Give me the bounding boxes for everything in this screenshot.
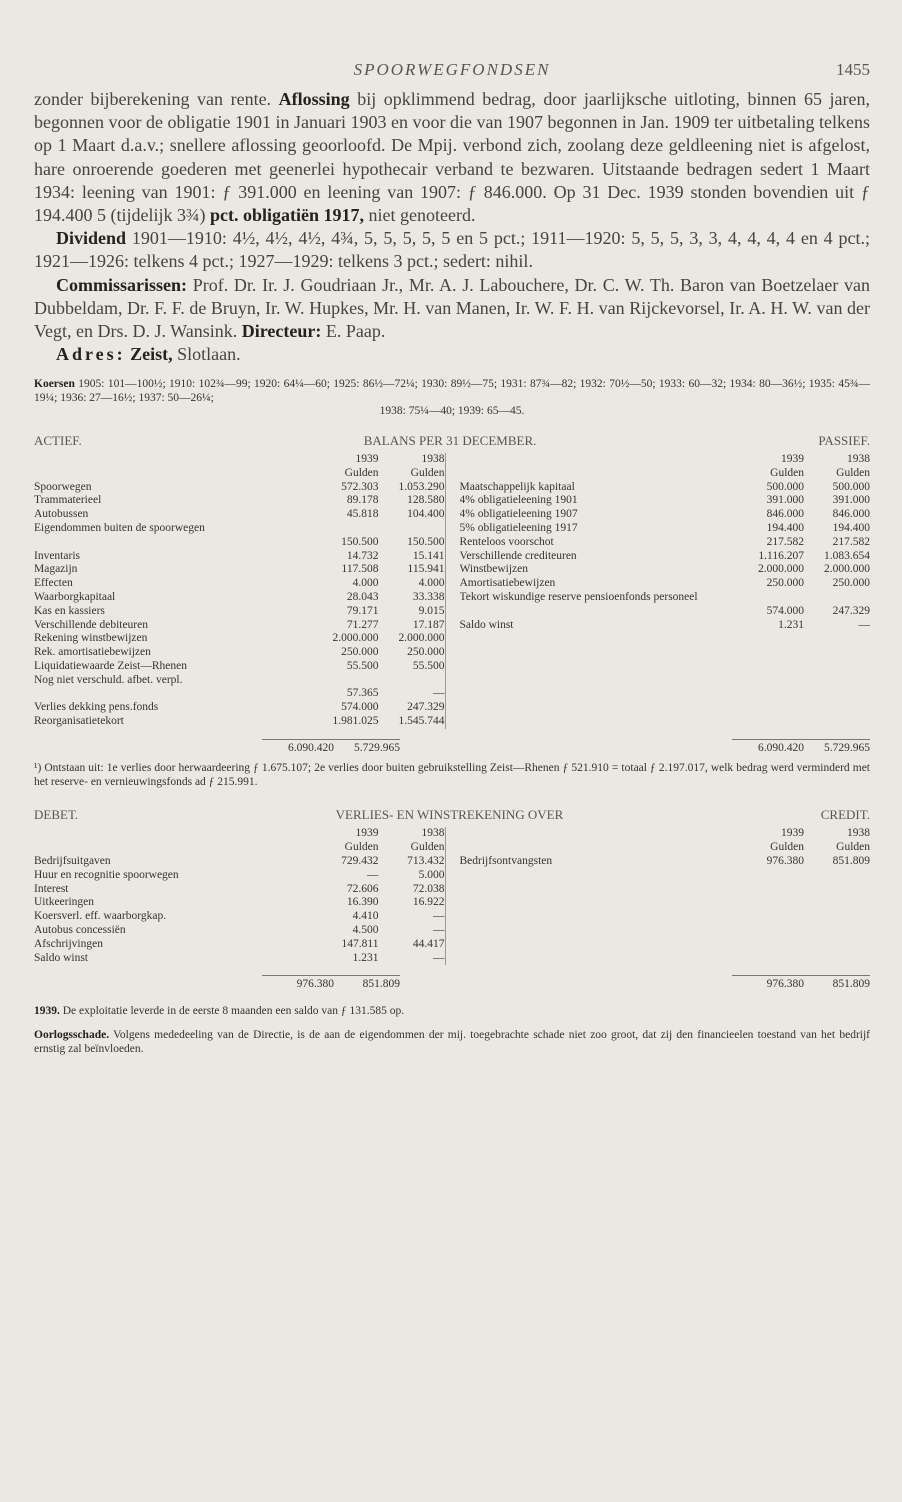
actief-title: ACTIEF.: [34, 432, 82, 448]
table-row: [34, 715, 445, 729]
table-row: [34, 481, 445, 495]
koersen-paragraph: [34, 378, 870, 419]
row-label: 5% obligatieleening 1917: [459, 521, 578, 534]
value-1939: 150.500: [341, 535, 379, 548]
year-header: [34, 453, 445, 467]
body-text: [34, 88, 870, 366]
value-1938: 1.545.744: [398, 715, 445, 728]
unit-header: [460, 841, 871, 855]
row-label: Rek. amortisatiebewijzen: [34, 646, 151, 659]
koersen-line2: 1938: 75¼—40; 1939: 65—45.: [379, 405, 525, 418]
value-1939: 79.171: [346, 604, 379, 617]
unit-label: Gulden: [770, 841, 804, 854]
value-1939: 28.043: [346, 590, 379, 603]
value-1939: 217.582: [766, 535, 804, 548]
value-1938: 15.141: [412, 549, 445, 562]
value-1939: 71.277: [346, 618, 379, 631]
year-1938: 1938: [421, 827, 445, 840]
row-label: Reorganisatietekort: [34, 715, 124, 728]
value-1938: 55.500: [412, 659, 445, 672]
total-1939: 6.090.420: [732, 739, 804, 754]
value-1939: 846.000: [766, 508, 804, 521]
table-row: [34, 591, 445, 605]
value-1939: 147.811: [341, 937, 379, 950]
row-label: Autobussen: [34, 508, 89, 521]
value-1939: 2.000.000: [758, 563, 804, 576]
table-row: [34, 508, 445, 522]
row-label: Verschillende debiteuren: [34, 618, 148, 631]
actief-column: [34, 453, 445, 729]
row-label: Koersverl. eff. waarborgkap.: [34, 910, 167, 923]
value-1939: 500.000: [766, 480, 804, 493]
dividend-text: 1901—1910: 4½, 4½, 4½, 4¾, 5, 5, 5, 5, 5 en 5 pct.; 1911—1920: 5, 5, 5, 3, 3, 4, 4, 4, 4 en 4 pct.; 1921—1926: telkens 4 pct.; 1927—1929: telkens 3 pct.; sedert: nihil.: [34, 228, 870, 272]
commissarissen-paragraph: [34, 274, 870, 344]
row-label: Winstbewijzen: [459, 563, 529, 576]
balans-table: [34, 433, 870, 790]
table-row: [460, 619, 871, 633]
oorlogsschade-heading: Oorlogsschade.: [34, 1029, 110, 1042]
year-1939: 1939: [781, 827, 804, 840]
row-label: Autobus concessiën: [34, 924, 126, 937]
table-row: [34, 701, 445, 715]
value-1939: 574.000: [766, 604, 804, 617]
note-1939-text: De exploitatie leverde in de eerste 8 maanden een saldo van ƒ 131.585 op.: [59, 1005, 405, 1018]
row-label: Huur en recognitie spoorwegen: [34, 868, 179, 881]
table-row: [460, 550, 871, 564]
value-1938: 44.417: [412, 937, 445, 950]
dividend-paragraph: [34, 227, 870, 273]
row-label: Inventaris: [34, 549, 80, 562]
table-row: [34, 855, 445, 869]
table-row: [34, 896, 445, 910]
value-1938: 391.000: [832, 494, 870, 507]
value-1938: —: [433, 951, 445, 964]
row-label: Uitkeeringen: [34, 896, 95, 909]
year-1939: 1939: [355, 827, 379, 840]
value-1938: 247.329: [407, 701, 445, 714]
value-1938: 247.329: [832, 604, 870, 617]
directeur-text: E. Paap.: [321, 321, 386, 342]
value-1939: 1.981.025: [332, 715, 379, 728]
value-1938: 250.000: [832, 577, 870, 590]
value-1939: 117.508: [341, 563, 379, 576]
value-1938: 33.338: [412, 590, 445, 603]
table-row: [34, 563, 445, 577]
value-1938: 150.500: [407, 535, 445, 548]
table-row: [460, 855, 871, 869]
passief-rows: [460, 481, 871, 633]
adres-heading: Adres:: [56, 344, 126, 365]
table-row: [460, 563, 871, 577]
running-title: SPOORWEGFONDSEN: [353, 60, 551, 79]
value-1939: 194.400: [766, 521, 804, 534]
table-row: [460, 577, 871, 591]
value-1939: 4.000: [352, 577, 379, 590]
value-1938: 72.038: [412, 882, 445, 895]
credit-rows: [460, 855, 871, 869]
unit-label: Gulden: [770, 466, 804, 479]
total-1938: 5.729.965: [334, 739, 400, 754]
value-1939: 1.231: [352, 951, 379, 964]
value-1939: 250.000: [766, 577, 804, 590]
directeur-heading: Directeur:: [241, 321, 322, 342]
value-1938: 1.053.290: [398, 480, 445, 493]
row-label: 4% obligatieleening 1901: [459, 494, 578, 507]
row-label: Maatschappelijk kapitaal: [459, 480, 575, 493]
value-1938: 17.187: [412, 618, 445, 631]
table-row: [34, 522, 445, 550]
unit-header: [34, 467, 445, 481]
value-1938: 115.941: [407, 563, 445, 576]
credit-column: [445, 827, 871, 965]
passief-total: [732, 739, 870, 754]
unit-label: Gulden: [836, 841, 870, 854]
balans-grid: [34, 453, 870, 729]
aflossing-heading: Aflossing: [278, 89, 350, 109]
year-1939: 1939: [781, 452, 804, 465]
total-1939: 6.090.420: [262, 739, 334, 754]
text-run: bij opklimmend bedrag, door jaarlijksche uitloting, binnen 65 jaren, begonnen voor de obligatie 1901 in Januari 1903 en voor die van 1907 begonnen in Jan. 1909 ter uitbetaling telkens op 1 Maart d.a.v.; snellere aflossing geoorloofd. De Mpij. verbond zich, zoolang deze geldleening niet is afgelost, hare onroerende goederen met geenerlei hypothecair verband te bezwaren. Uitstaande bedragen sedert 1 Maart 1934: leening van 1901: ƒ 391.000 en leening van 1907: ƒ 846.000. Op 31 Dec. 1939 stonden bovendien uit ƒ 194.400 5 (tijdelijk 3¾): [34, 89, 871, 226]
value-1939: 2.000.000: [332, 632, 379, 645]
year-header: [34, 827, 445, 841]
debet-total: [34, 975, 400, 990]
table-row: [34, 577, 445, 591]
value-1939: 391.000: [766, 494, 804, 507]
oorlogsschade-note: [34, 1028, 870, 1056]
value-1938: 250.000: [407, 646, 445, 659]
row-label: Renteloos voorschot: [459, 535, 554, 548]
value-1938: —: [433, 924, 445, 937]
actief-rows: [34, 481, 445, 729]
commissarissen-heading: Commissarissen:: [56, 274, 187, 295]
year-header: [460, 453, 871, 467]
row-label: Verschillende crediteuren: [459, 549, 577, 562]
row-label: Spoorwegen: [34, 480, 92, 493]
total-1939: 976.380: [732, 975, 804, 990]
unit-label: Gulden: [344, 841, 379, 854]
table-row: [34, 550, 445, 564]
table-row: [34, 674, 445, 702]
row-label: 4% obligatieleening 1907: [459, 508, 578, 521]
value-1939: 45.818: [346, 508, 379, 521]
table-row: [34, 883, 445, 897]
value-1939: 572.303: [341, 480, 379, 493]
value-1938: 104.400: [407, 508, 445, 521]
unit-label: Gulden: [410, 841, 445, 854]
total-1939: 976.380: [262, 975, 334, 990]
value-1938: —: [433, 910, 445, 923]
row-label: Liquidatiewaarde Zeist—Rhenen: [34, 659, 187, 672]
value-1938: 194.400: [832, 521, 870, 534]
row-label: Rekening winstbewijzen: [34, 632, 148, 645]
debet-rows: [34, 855, 445, 965]
value-1939: 57.365: [346, 687, 379, 700]
text-run: niet genoteerd.: [364, 205, 476, 226]
balans-totals: [34, 739, 870, 754]
unit-label: Gulden: [410, 466, 445, 479]
table-row: [34, 494, 445, 508]
value-1938: 128.580: [407, 494, 445, 507]
table-row: [34, 646, 445, 660]
value-1939: 250.000: [341, 646, 379, 659]
table-row: [460, 494, 871, 508]
table-row: [34, 952, 445, 966]
table-row: [34, 924, 445, 938]
row-label: Interest: [34, 882, 69, 895]
value-1938: 217.582: [832, 535, 870, 548]
value-1939: 4.410: [352, 910, 379, 923]
row-label: Trammaterieel: [34, 494, 102, 507]
actief-total: [34, 739, 400, 754]
table-row: [34, 632, 445, 646]
value-1939: 16.390: [346, 896, 379, 909]
wv-totals: [34, 975, 870, 990]
oorlogsschade-text: Volgens mededeeling van de Directie, is de aan de eigendommen der mij. toegebrachte schade niet zoo groot, dat zij den financieelen toestand van het bedrijf ernstig zal beïnvloeden.: [34, 1029, 870, 1056]
table-row: [34, 869, 445, 883]
table-row: [34, 660, 445, 674]
balans-header: [34, 433, 870, 449]
table-row: [460, 536, 871, 550]
value-1938: 16.922: [412, 896, 445, 909]
row-label: Nog niet verschuld. afbet. verpl.: [34, 673, 183, 686]
year-1938: 1938: [421, 452, 445, 465]
note-1939-heading: 1939.: [34, 1005, 60, 1018]
row-label: Waarborgkapitaal: [34, 590, 116, 603]
value-1939: —: [367, 868, 379, 881]
balans-footnote: ¹) Ontstaan uit: 1e verlies door herwaardeering ƒ 1.675.107; 2e verlies door buiten gebruikstelling Zeist—Rhenen ƒ 521.910 = totaal ƒ 2.197.017, welk bedrag werd verminderd met het reserve- en vernieuwingsfonds ad ƒ 215.991.: [34, 761, 870, 788]
row-label: Saldo winst: [34, 951, 88, 964]
row-label: Bedrijfsontvangsten: [459, 855, 553, 868]
table-row: [460, 522, 871, 536]
table-row: [34, 605, 445, 619]
row-label: Verlies dekking pens.fonds: [34, 701, 159, 714]
value-1938: 4.000: [418, 577, 445, 590]
total-1938: 851.809: [334, 975, 400, 990]
row-label: Effecten: [34, 577, 73, 590]
value-1938: 2.000.000: [398, 632, 445, 645]
wv-header: [34, 807, 870, 823]
passief-column: [445, 453, 871, 729]
total-1938: 851.809: [804, 975, 870, 990]
unit-label: Gulden: [836, 466, 870, 479]
unit-header: [460, 467, 871, 481]
value-1938: 2.000.000: [824, 563, 870, 576]
koersen-heading: Koersen: [34, 378, 75, 391]
value-1938: 846.000: [832, 508, 870, 521]
year-1938: 1938: [847, 827, 870, 840]
row-label: Eigendommen buiten de spoorwegen: [34, 521, 205, 534]
value-1939: 1.231: [778, 618, 804, 631]
text-run: zonder bijberekening van rente.: [34, 89, 279, 109]
unit-label: Gulden: [344, 466, 379, 479]
value-1938: —: [433, 687, 445, 700]
value-1939: 574.000: [341, 701, 379, 714]
adres-city: Zeist,: [130, 344, 173, 365]
unit-header: [34, 841, 445, 855]
row-label: Amortisatiebewijzen: [459, 577, 556, 590]
value-1938: 9.015: [418, 604, 445, 617]
passief-title: PASSIEF.: [818, 432, 870, 448]
wv-title: VERLIES- EN WINSTREKENING OVER: [335, 807, 564, 823]
value-1939: 89.178: [346, 494, 379, 507]
page-number: 1455: [836, 60, 870, 79]
row-label: Tekort wiskundige reserve pensioenfonds personeel: [459, 590, 698, 603]
year-1939: 1939: [355, 452, 379, 465]
total-1938: 5.729.965: [804, 739, 870, 754]
value-1938: —: [858, 618, 870, 631]
winst-verlies-table: [34, 807, 870, 990]
table-row: [34, 910, 445, 924]
debet-column: [34, 827, 445, 965]
document-page: [34, 60, 870, 1056]
row-label: Bedrijfsuitgaven: [34, 855, 111, 868]
debet-title: DEBET.: [34, 807, 79, 823]
value-1939: 729.432: [341, 855, 379, 868]
value-1939: 1.116.207: [758, 549, 804, 562]
adres-street: Slotlaan.: [172, 344, 241, 365]
adres-paragraph: [34, 343, 870, 366]
table-row: [460, 481, 871, 495]
obligaties-heading: pct. obligatiën 1917,: [209, 205, 364, 226]
table-row: [460, 508, 871, 522]
wv-grid: [34, 827, 870, 965]
table-row: [34, 938, 445, 952]
value-1938: 1.083.654: [824, 549, 870, 562]
row-label: Saldo winst: [459, 618, 514, 631]
value-1938: 713.432: [407, 855, 445, 868]
year-header: [460, 827, 871, 841]
value-1939: 72.606: [346, 882, 379, 895]
aflossing-paragraph: [34, 88, 870, 227]
koersen-text: 1905: 101—100½; 1910: 102¾—99; 1920: 64¼—60; 1925: 86½—72¼; 1930: 89½—75; 1931: 87¾—82; 1932: 70½—50; 1933: 60—32; 1934: 80—36½; 1935: 45¾—19¼; 1936: 27—16½; 1937: 50—26¼;: [34, 378, 870, 404]
value-1939: 14.732: [346, 549, 379, 562]
value-1938: 5.000: [418, 868, 445, 881]
row-label: Afschrijvingen: [34, 937, 103, 950]
credit-total: [732, 975, 870, 990]
dividend-heading: Dividend: [56, 228, 127, 249]
value-1938: 851.809: [832, 855, 870, 868]
value-1939: 976.380: [766, 855, 804, 868]
credit-title: CREDIT.: [820, 807, 870, 823]
note-1939: [34, 1004, 870, 1018]
year-1938: 1938: [847, 452, 870, 465]
value-1939: 4.500: [352, 924, 379, 937]
commissarissen-text: Prof. Dr. Ir. J. Goudriaan Jr., Mr. A. J. Labouchere, Dr. C. W. Th. Baron van Boetzelaer van Dubbeldam, Dr. F. F. de Bruyn, Ir. W. Hupkes, Mr. H. van Manen, Ir. W. F. H. van Rijckevorsel, Ir. A. H. W. van der Vegt, en Drs. D. J. Wansink.: [34, 274, 870, 342]
value-1939: 55.500: [346, 659, 379, 672]
running-head: [34, 60, 870, 88]
value-1938: 500.000: [832, 480, 870, 493]
balans-title: BALANS PER 31 DECEMBER.: [363, 432, 537, 448]
table-row: [460, 591, 871, 619]
table-row: [34, 619, 445, 633]
row-label: Magazijn: [34, 563, 78, 576]
row-label: Kas en kassiers: [34, 604, 105, 617]
